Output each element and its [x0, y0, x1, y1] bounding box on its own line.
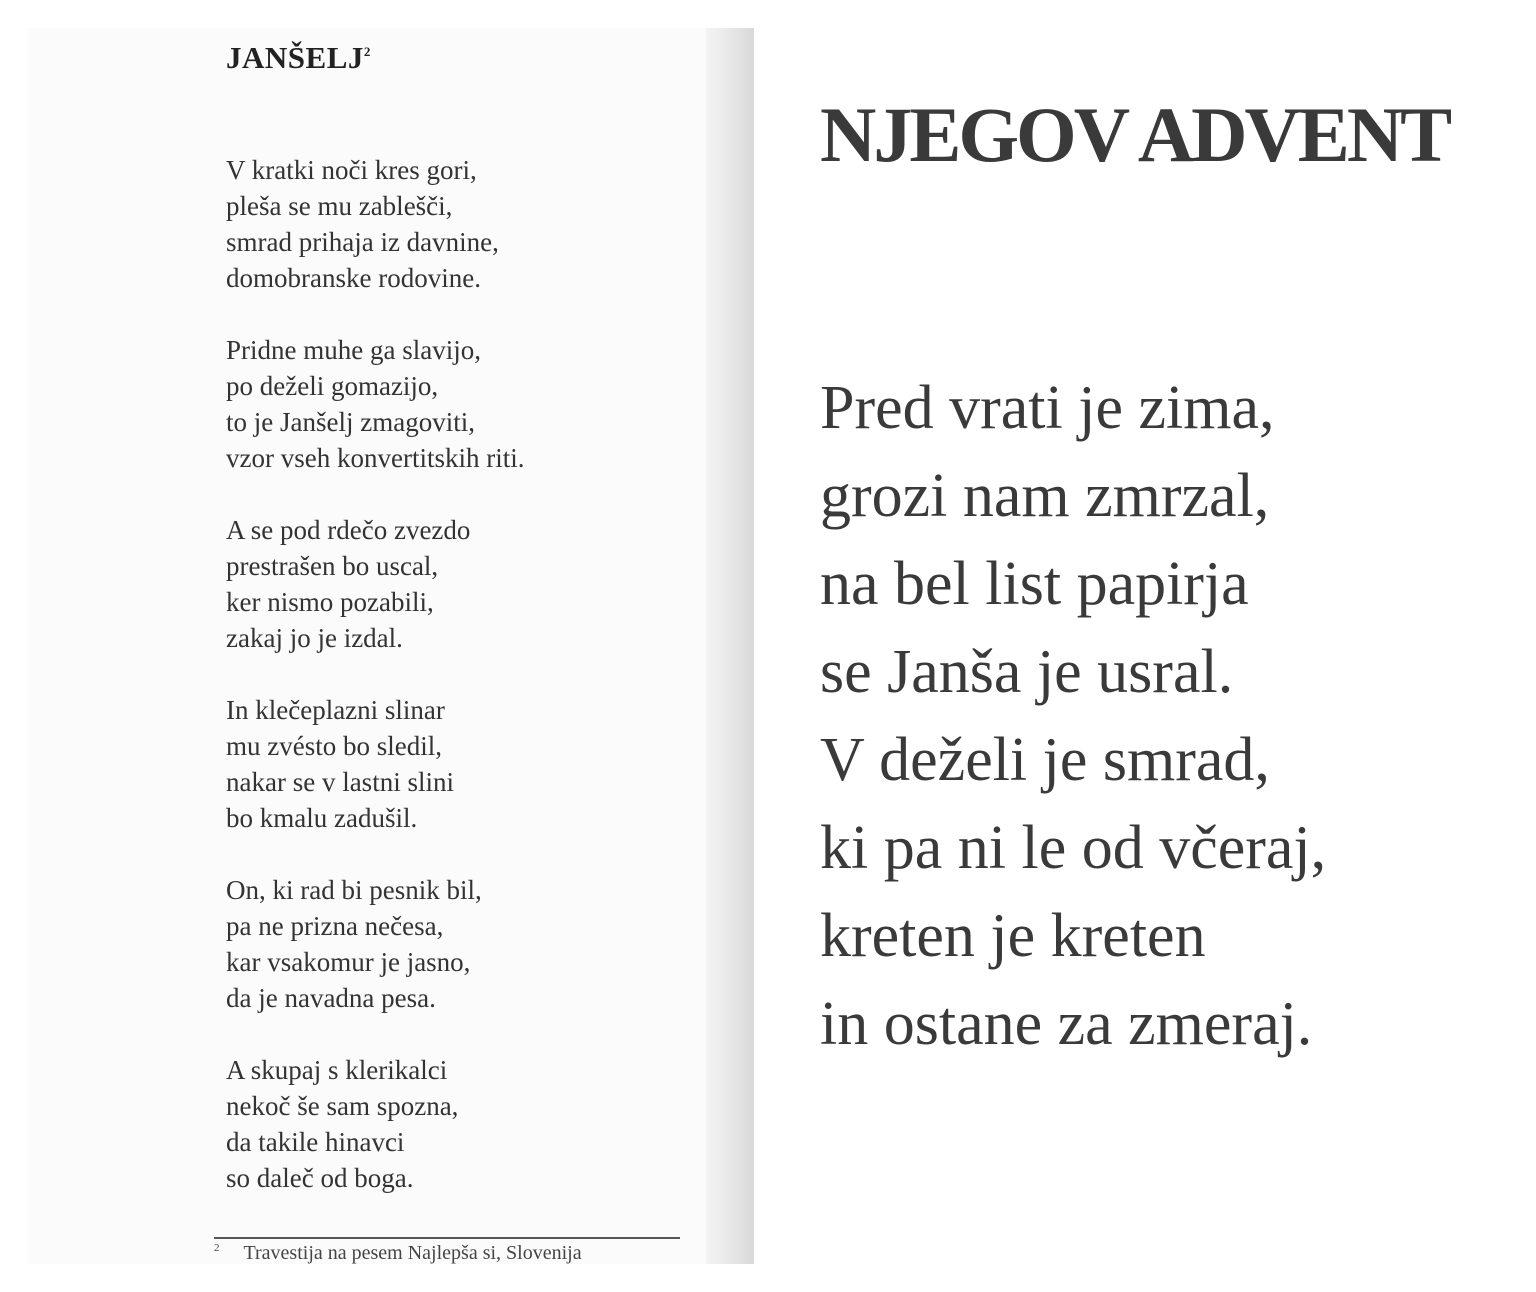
right-book-page — [754, 28, 1506, 1264]
verse-line: In klečeplazni slinar — [226, 695, 445, 725]
verse-line: On, ki rad bi pesnik bil, — [226, 875, 482, 905]
verse-line: da takile hinavci — [226, 1127, 405, 1157]
verse-line: pa ne prizna nečesa, — [226, 911, 444, 941]
verse-line: po deželi gomazijo, — [226, 371, 439, 401]
stanza-5 — [226, 872, 524, 1016]
footnote — [214, 1242, 582, 1264]
verse-line: pleša se mu zablešči, — [226, 191, 453, 221]
verse-line: Pred vrati je zima, — [820, 374, 1275, 442]
footnote-text: Travestija na pesem Najlepša si, Slovenija — [243, 1242, 582, 1264]
verse-line: Pridne muhe ga slavijo, — [226, 335, 481, 365]
verse-line: ker nismo pozabili, — [226, 587, 434, 617]
stanza-3 — [226, 512, 524, 656]
verse-line: in ostane za zmeraj. — [820, 990, 1313, 1058]
verse-line: V kratki noči kres gori, — [226, 155, 477, 185]
book-gutter-shadow — [706, 28, 754, 1264]
verse-line: bo kmalu zadušil. — [226, 803, 418, 833]
stanza-4 — [226, 692, 524, 836]
verse-line: prestrašen bo uscal, — [226, 551, 439, 581]
title-footnote-marker: 2 — [363, 44, 371, 59]
verse-line: V deželi je smrad, — [820, 726, 1270, 794]
poem-body-left — [226, 152, 524, 1232]
left-book-page — [28, 28, 710, 1264]
verse-line: se Janša je usral. — [820, 638, 1234, 706]
footnote-marker: 2 — [214, 1242, 220, 1254]
verse-line: kreten je kreten — [820, 902, 1206, 970]
stanza-2 — [226, 332, 524, 476]
verse-line: A skupaj s klerikalci — [226, 1055, 448, 1085]
verse-line: zakaj jo je izdal. — [226, 623, 403, 653]
verse-line: so daleč od boga. — [226, 1163, 414, 1193]
verse-line: domobranske rodovine. — [226, 263, 481, 293]
footnote-divider — [214, 1237, 680, 1239]
verse-line: to je Janšelj zmagoviti, — [226, 407, 475, 437]
verse-line: mu zvésto bo sledil, — [226, 731, 442, 761]
verse-line: ki pa ni le od včeraj, — [820, 814, 1327, 882]
poem-title-right: NJEGOV ADVENT — [820, 91, 1450, 178]
verse-line: kar vsakomur je jasno, — [226, 947, 471, 977]
verse-line: vzor vseh konvertitskih riti. — [226, 443, 525, 473]
verse-line: nekoč še sam spozna, — [226, 1091, 459, 1121]
verse-line: na bel list papirja — [820, 550, 1249, 618]
verse-line: nakar se v lastni slini — [226, 767, 454, 797]
poem-title-left — [226, 40, 371, 76]
verse-line: A se pod rdečo zvezdo — [226, 515, 471, 545]
stanza-1 — [226, 152, 524, 296]
verse-line: grozi nam zmrzal, — [820, 462, 1270, 530]
stanza-6 — [226, 1052, 524, 1196]
verse-line: smrad prihaja iz davnine, — [226, 227, 499, 257]
poem-body-right — [820, 364, 1326, 1068]
poem-title-text: JANŠELJ — [226, 40, 364, 75]
verse-line: da je navadna pesa. — [226, 983, 436, 1013]
